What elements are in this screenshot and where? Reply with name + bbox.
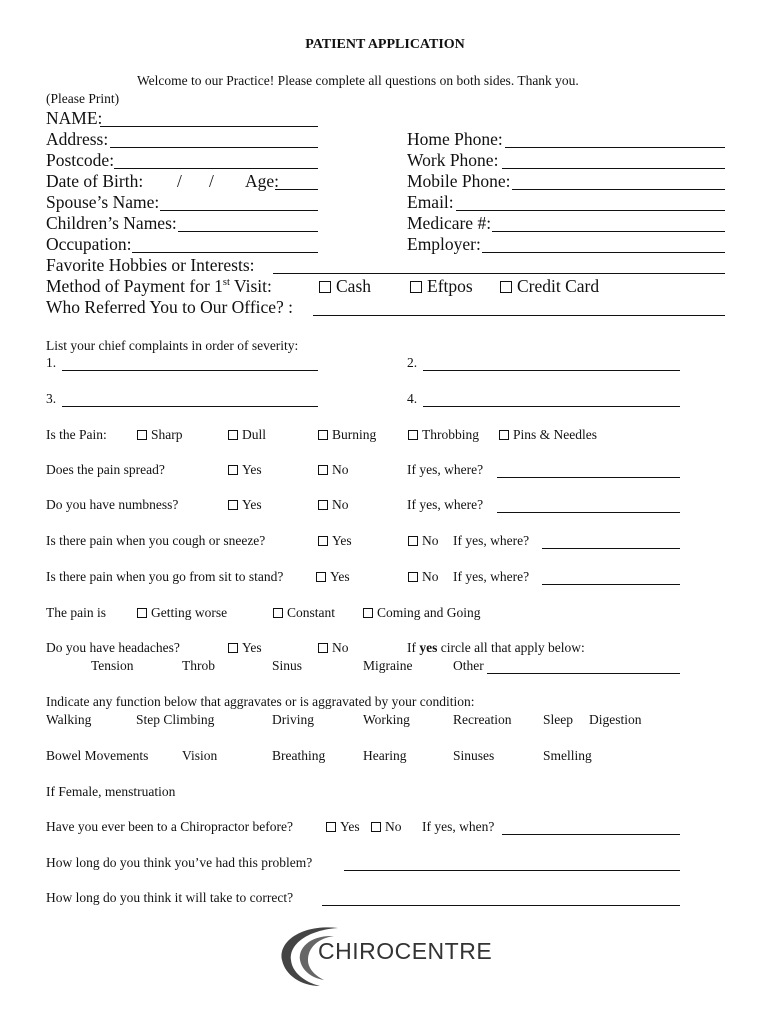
page-title: PATIENT APPLICATION	[305, 37, 465, 52]
occupation-field[interactable]	[132, 252, 318, 253]
headaches-instruction: If yes circle all that apply below:	[407, 640, 585, 655]
email-label: Email:	[407, 192, 454, 212]
checkbox-icon[interactable]	[326, 822, 336, 832]
checkbox-icon[interactable]	[318, 500, 328, 510]
checkbox-icon[interactable]	[318, 465, 328, 475]
function-step-climbing[interactable]: Step Climbing	[136, 712, 215, 727]
checkbox-icon[interactable]	[273, 608, 283, 618]
please-print-note: (Please Print)	[46, 91, 120, 106]
children-field[interactable]	[178, 231, 318, 232]
function-sinuses[interactable]: Sinuses	[453, 748, 495, 763]
sit-stand-where-label: If yes, where?	[453, 569, 530, 584]
referred-label: Who Referred You to Our Office? :	[46, 297, 294, 317]
checkbox-icon[interactable]	[228, 500, 238, 510]
headache-throb-option[interactable]: Throb	[182, 658, 215, 673]
children-label: Children’s Names:	[46, 213, 177, 233]
spouse-label: Spouse’s Name:	[46, 192, 160, 212]
checkbox-icon[interactable]	[371, 822, 381, 832]
spouse-field[interactable]	[160, 210, 318, 211]
headaches-label: Do you have headaches?	[46, 640, 180, 655]
spread-label: Does the pain spread?	[46, 462, 165, 477]
checkbox-icon[interactable]	[228, 643, 238, 653]
headache-other-field[interactable]	[487, 673, 680, 674]
function-smelling[interactable]: Smelling	[543, 748, 592, 763]
email-field[interactable]	[456, 210, 725, 211]
function-bowel-movements[interactable]: Bowel Movements	[46, 748, 149, 763]
checkbox-icon[interactable]	[319, 281, 331, 293]
spread-yes-option[interactable]: Yes	[228, 462, 262, 478]
checkbox-icon[interactable]	[408, 430, 418, 440]
pain-coming-going-option[interactable]: Coming and Going	[363, 605, 481, 621]
checkbox-icon[interactable]	[499, 430, 509, 440]
logo-wordmark: CHIROCENTRE	[318, 938, 493, 964]
cough-where-field[interactable]	[542, 548, 680, 549]
spread-where-label: If yes, where?	[407, 462, 484, 477]
chiro-when-label: If yes, when?	[422, 819, 495, 834]
sit-stand-yes-option[interactable]: Yes	[316, 569, 350, 585]
cough-where-label: If yes, where?	[453, 533, 530, 548]
address-field[interactable]	[110, 147, 318, 148]
employer-label: Employer:	[407, 234, 481, 254]
payment-cash-option[interactable]: Cash	[319, 276, 371, 297]
sit-stand-where-field[interactable]	[542, 584, 680, 585]
medicare-label: Medicare #:	[407, 213, 492, 233]
pain-type-label: Is the Pain:	[46, 427, 107, 442]
postcode-label: Postcode:	[46, 150, 115, 170]
dob-separator: /	[209, 171, 214, 191]
function-hearing[interactable]: Hearing	[363, 748, 407, 763]
payment-eftpos-option[interactable]: Eftpos	[410, 276, 473, 297]
function-digestion[interactable]: Digestion	[589, 712, 642, 727]
headache-tension-option[interactable]: Tension	[91, 658, 134, 673]
spread-no-option[interactable]: No	[318, 462, 349, 478]
home-phone-label: Home Phone:	[407, 129, 503, 149]
name-field[interactable]	[100, 126, 318, 127]
hobbies-field[interactable]	[273, 273, 725, 274]
how-long-field[interactable]	[344, 870, 680, 871]
work-phone-field[interactable]	[502, 168, 725, 169]
hobbies-label: Favorite Hobbies or Interests:	[46, 255, 255, 275]
checkbox-icon[interactable]	[408, 572, 418, 582]
postcode-field[interactable]	[114, 168, 318, 169]
referred-field[interactable]	[313, 315, 725, 316]
checkbox-icon[interactable]	[500, 281, 512, 293]
checkbox-icon[interactable]	[410, 281, 422, 293]
numbness-no-option[interactable]: No	[318, 497, 349, 513]
cough-no-option[interactable]: No	[408, 533, 439, 549]
address-label: Address:	[46, 129, 109, 149]
checkbox-icon[interactable]	[363, 608, 373, 618]
payment-credit-card-option[interactable]: Credit Card	[500, 276, 599, 297]
how-long-correct-label: How long do you think it will take to correct?	[46, 890, 294, 905]
complaint-number: 3.	[46, 391, 57, 406]
home-phone-field[interactable]	[505, 147, 725, 148]
function-vision[interactable]: Vision	[182, 748, 218, 763]
age-label: Age:	[245, 171, 280, 191]
function-walking[interactable]: Walking	[46, 712, 92, 727]
checkbox-icon[interactable]	[318, 430, 328, 440]
welcome-text: Welcome to our Practice! Please complete all questions on both sides. Thank you.	[137, 73, 579, 88]
headaches-no-option[interactable]: No	[318, 640, 349, 656]
how-long-correct-field[interactable]	[322, 905, 680, 906]
mobile-phone-field[interactable]	[512, 189, 725, 190]
spread-where-field[interactable]	[497, 477, 680, 478]
checkbox-icon[interactable]	[318, 643, 328, 653]
chiro-when-field[interactable]	[502, 834, 680, 835]
function-driving[interactable]: Driving	[272, 712, 314, 727]
headache-sinus-option[interactable]: Sinus	[272, 658, 303, 673]
headache-other-option[interactable]: Other	[453, 658, 484, 673]
checkbox-icon[interactable]	[318, 536, 328, 546]
sit-stand-label: Is there pain when you go from sit to stand?	[46, 569, 284, 584]
checkbox-icon[interactable]	[228, 430, 238, 440]
pain-throbbing-option[interactable]: Throbbing	[408, 427, 479, 443]
numbness-label: Do you have numbness?	[46, 497, 179, 512]
function-recreation[interactable]: Recreation	[453, 712, 512, 727]
checkbox-icon[interactable]	[228, 465, 238, 475]
employer-field[interactable]	[482, 252, 725, 253]
chiro-before-label: Have you ever been to a Chiropractor before?	[46, 819, 294, 834]
female-menstruation-label: If Female, menstruation	[46, 784, 176, 799]
complaints-heading: List your chief complaints in order of severity:	[46, 338, 299, 353]
headache-migraine-option[interactable]: Migraine	[363, 658, 413, 673]
pain-constant-option[interactable]: Constant	[273, 605, 335, 621]
pain-sharp-option[interactable]: Sharp	[137, 427, 183, 443]
numbness-yes-option[interactable]: Yes	[228, 497, 262, 513]
numbness-where-field[interactable]	[497, 512, 680, 513]
name-label: NAME:	[46, 108, 103, 128]
function-working[interactable]: Working	[363, 712, 410, 727]
age-field[interactable]	[275, 189, 318, 190]
chiro-yes-option[interactable]: Yes	[326, 819, 360, 835]
dob-label: Date of Birth:	[46, 171, 144, 191]
checkbox-icon[interactable]	[137, 608, 147, 618]
pain-burning-option[interactable]: Burning	[318, 427, 376, 443]
how-long-label: How long do you think you’ve had this problem?	[46, 855, 313, 870]
pain-getting-worse-option[interactable]: Getting worse	[137, 605, 227, 621]
chiro-no-option[interactable]: No	[371, 819, 402, 835]
complaint-number: 4.	[407, 391, 418, 406]
complaint-3-field[interactable]	[62, 406, 318, 407]
function-breathing[interactable]: Breathing	[272, 748, 326, 763]
complaint-1-field[interactable]	[62, 370, 318, 371]
sit-stand-no-option[interactable]: No	[408, 569, 439, 585]
numbness-where-label: If yes, where?	[407, 497, 484, 512]
complaint-number: 2.	[407, 355, 418, 370]
checkbox-icon[interactable]	[316, 572, 326, 582]
dob-separator: /	[177, 171, 182, 191]
pain-dull-option[interactable]: Dull	[228, 427, 266, 443]
checkbox-icon[interactable]	[137, 430, 147, 440]
occupation-label: Occupation:	[46, 234, 132, 254]
medicare-field[interactable]	[492, 231, 725, 232]
complaint-4-field[interactable]	[423, 406, 680, 407]
mobile-phone-label: Mobile Phone:	[407, 171, 511, 191]
cough-yes-option[interactable]: Yes	[318, 533, 352, 549]
function-heading: Indicate any function below that aggravates or is aggravated by your condition:	[46, 694, 475, 709]
cough-label: Is there pain when you cough or sneeze?	[46, 533, 266, 548]
pain-pins-needles-option[interactable]: Pins & Needles	[499, 427, 597, 443]
checkbox-icon[interactable]	[408, 536, 418, 546]
complaint-2-field[interactable]	[423, 370, 680, 371]
payment-label: Method of Payment for 1st Visit:	[46, 276, 272, 296]
complaint-number: 1.	[46, 355, 57, 370]
pain-is-label: The pain is	[46, 605, 106, 620]
function-sleep[interactable]: Sleep	[543, 712, 573, 727]
work-phone-label: Work Phone:	[407, 150, 499, 170]
headaches-yes-option[interactable]: Yes	[228, 640, 262, 656]
